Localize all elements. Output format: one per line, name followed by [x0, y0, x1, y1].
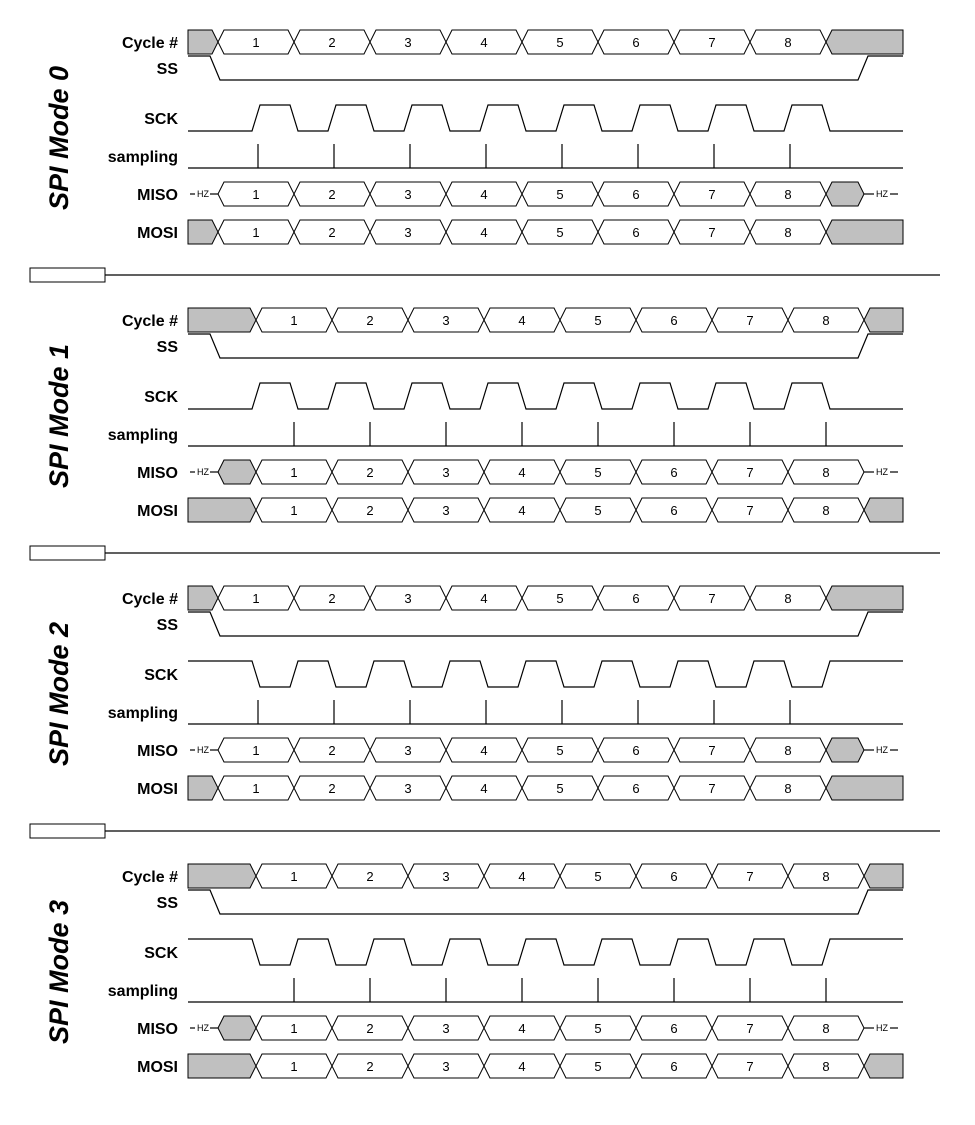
miso-label: 2	[328, 743, 336, 758]
miso-label: 8	[784, 743, 792, 758]
miso-label: 8	[822, 465, 830, 480]
sck-waveform	[188, 383, 903, 409]
cycle-idle-cell	[864, 864, 903, 888]
hz-label: HZ	[197, 189, 209, 199]
cycle-label: 5	[556, 35, 564, 50]
mosi-label: 5	[594, 503, 602, 518]
mosi-label: MOSI	[137, 225, 178, 242]
cycle-label: 8	[784, 35, 792, 50]
cycle-label: 4	[480, 35, 488, 50]
cycle-label: 6	[670, 869, 678, 884]
mosi-label: 8	[784, 225, 792, 240]
cycle-label: 3	[404, 591, 412, 606]
miso-label: MISO	[137, 465, 178, 482]
mosi-label: 5	[556, 225, 564, 240]
ss-waveform	[188, 612, 903, 636]
miso-label: 4	[518, 465, 526, 480]
mosi-label: 4	[518, 503, 526, 518]
sck-waveform	[188, 939, 903, 965]
miso-label: 6	[632, 187, 640, 202]
mosi-idle-cell	[188, 776, 218, 800]
mosi-label: 1	[290, 503, 298, 518]
cycle-label: 3	[404, 35, 412, 50]
cycle-label: 1	[290, 313, 298, 328]
miso-label: 1	[252, 743, 260, 758]
mode-section-1	[44, 308, 903, 522]
mosi-label: 1	[252, 781, 260, 796]
cycle-idle-cell	[864, 308, 903, 332]
cycle-idle-cell	[188, 864, 256, 888]
cycle-label: 8	[822, 313, 830, 328]
cycle-label: 7	[708, 591, 716, 606]
mosi-label: 6	[670, 503, 678, 518]
miso-label: 6	[632, 743, 640, 758]
miso-label: 4	[480, 743, 488, 758]
mosi-label: 3	[404, 225, 412, 240]
hz-label: HZ	[876, 1023, 888, 1033]
sck-label: SCK	[144, 111, 178, 128]
mosi-label: 1	[252, 225, 260, 240]
miso-label: MISO	[137, 1021, 178, 1038]
mosi-label: 5	[556, 781, 564, 796]
mosi-label: 2	[366, 1059, 374, 1074]
mode-section-3	[44, 864, 903, 1078]
hz-label: HZ	[876, 745, 888, 755]
mode-title: SPI Mode 3	[44, 899, 74, 1045]
sampling-label: sampling	[107, 705, 178, 722]
cycle-idle-cell	[188, 30, 218, 54]
miso-label: MISO	[137, 187, 178, 204]
cycle-label: 2	[366, 869, 374, 884]
cycle-label: 3	[442, 869, 450, 884]
sampling-label: sampling	[107, 983, 178, 1000]
miso-label: 1	[290, 465, 298, 480]
miso-label: 5	[556, 743, 564, 758]
cycle-label: 4	[480, 591, 488, 606]
mosi-idle-cell	[188, 220, 218, 244]
mode-title: SPI Mode 0	[44, 65, 74, 211]
mode-title: SPI Mode 2	[44, 621, 74, 767]
mosi-label: MOSI	[137, 1059, 178, 1076]
cycle-label: Cycle #	[121, 869, 178, 886]
section-separator-tab	[30, 546, 105, 560]
ss-waveform	[188, 890, 903, 914]
mosi-label: 2	[366, 503, 374, 518]
cycle-label: 8	[784, 591, 792, 606]
miso-label: 3	[442, 465, 450, 480]
miso-label: 1	[290, 1021, 298, 1036]
mosi-label: 5	[594, 1059, 602, 1074]
cycle-label: 7	[746, 869, 754, 884]
sck-label: SCK	[144, 945, 178, 962]
cycle-label: Cycle #	[121, 313, 178, 330]
mosi-label: 3	[442, 1059, 450, 1074]
cycle-idle-cell	[826, 586, 903, 610]
mosi-label: MOSI	[137, 503, 178, 520]
mosi-label: 4	[480, 225, 488, 240]
mosi-label: 2	[328, 781, 336, 796]
cycle-label: Cycle #	[121, 591, 178, 608]
sck-waveform	[188, 105, 903, 131]
mosi-label: 7	[708, 781, 716, 796]
mosi-label: 4	[518, 1059, 526, 1074]
cycle-label: 6	[632, 35, 640, 50]
ss-label: SS	[156, 617, 178, 634]
miso-label: 1	[252, 187, 260, 202]
cycle-label: 1	[290, 869, 298, 884]
cycle-label: 5	[594, 869, 602, 884]
section-separator-tab	[30, 268, 105, 282]
cycle-label: 1	[252, 35, 260, 50]
miso-label: 7	[746, 465, 754, 480]
mosi-label: 7	[746, 503, 754, 518]
cycle-label: 2	[366, 313, 374, 328]
miso-label: 2	[366, 465, 374, 480]
mosi-label: MOSI	[137, 781, 178, 798]
section-separator-tab	[30, 824, 105, 838]
cycle-label: 4	[518, 869, 526, 884]
miso-label: 8	[822, 1021, 830, 1036]
cycle-idle-cell	[826, 30, 903, 54]
miso-label: 3	[442, 1021, 450, 1036]
miso-idle-cell	[826, 738, 864, 762]
miso-label: 3	[404, 187, 412, 202]
mosi-label: 3	[404, 781, 412, 796]
cycle-label: 7	[746, 313, 754, 328]
sampling-label: sampling	[107, 427, 178, 444]
mosi-label: 2	[328, 225, 336, 240]
miso-label: 8	[784, 187, 792, 202]
mosi-idle-cell	[826, 776, 903, 800]
mosi-label: 3	[442, 503, 450, 518]
sck-label: SCK	[144, 389, 178, 406]
cycle-label: 1	[252, 591, 260, 606]
mosi-idle-cell	[864, 498, 903, 522]
miso-label: 2	[366, 1021, 374, 1036]
cycle-idle-cell	[188, 586, 218, 610]
ss-label: SS	[156, 339, 178, 356]
ss-label: SS	[156, 61, 178, 78]
ss-waveform	[188, 56, 903, 80]
cycle-label: Cycle #	[121, 35, 178, 52]
mosi-label: 8	[822, 503, 830, 518]
cycle-idle-cell	[188, 308, 256, 332]
miso-idle-cell	[826, 182, 864, 206]
miso-label: 5	[556, 187, 564, 202]
cycle-label: 8	[822, 869, 830, 884]
mosi-idle-cell	[864, 1054, 903, 1078]
miso-label: 4	[480, 187, 488, 202]
hz-label: HZ	[197, 745, 209, 755]
mosi-label: 8	[784, 781, 792, 796]
miso-label: 5	[594, 465, 602, 480]
cycle-label: 7	[708, 35, 716, 50]
mosi-label: 4	[480, 781, 488, 796]
miso-label: 7	[746, 1021, 754, 1036]
miso-label: 7	[708, 743, 716, 758]
cycle-label: 5	[556, 591, 564, 606]
cycle-label: 6	[632, 591, 640, 606]
hz-label: HZ	[197, 1023, 209, 1033]
miso-label: 6	[670, 1021, 678, 1036]
mosi-label: 6	[632, 781, 640, 796]
miso-idle-cell	[218, 460, 256, 484]
sck-label: SCK	[144, 667, 178, 684]
mosi-label: 6	[632, 225, 640, 240]
mosi-label: 6	[670, 1059, 678, 1074]
mosi-idle-cell	[188, 1054, 256, 1078]
cycle-label: 3	[442, 313, 450, 328]
cycle-label: 2	[328, 591, 336, 606]
mosi-idle-cell	[188, 498, 256, 522]
mode-section-2	[44, 586, 903, 800]
cycle-label: 5	[594, 313, 602, 328]
cycle-label: 2	[328, 35, 336, 50]
miso-label: 2	[328, 187, 336, 202]
cycle-label: 4	[518, 313, 526, 328]
mode-title: SPI Mode 1	[44, 343, 74, 489]
miso-label: 3	[404, 743, 412, 758]
sck-waveform	[188, 661, 903, 687]
hz-label: HZ	[876, 189, 888, 199]
miso-label: 4	[518, 1021, 526, 1036]
mosi-label: 7	[708, 225, 716, 240]
ss-label: SS	[156, 895, 178, 912]
miso-idle-cell	[218, 1016, 256, 1040]
mosi-idle-cell	[826, 220, 903, 244]
miso-label: 5	[594, 1021, 602, 1036]
cycle-label: 6	[670, 313, 678, 328]
miso-label: MISO	[137, 743, 178, 760]
mosi-label: 7	[746, 1059, 754, 1074]
hz-label: HZ	[876, 467, 888, 477]
sampling-label: sampling	[107, 149, 178, 166]
mosi-label: 1	[290, 1059, 298, 1074]
mosi-label: 8	[822, 1059, 830, 1074]
miso-label: 7	[708, 187, 716, 202]
mode-section-0	[44, 30, 903, 244]
ss-waveform	[188, 334, 903, 358]
miso-label: 6	[670, 465, 678, 480]
hz-label: HZ	[197, 467, 209, 477]
